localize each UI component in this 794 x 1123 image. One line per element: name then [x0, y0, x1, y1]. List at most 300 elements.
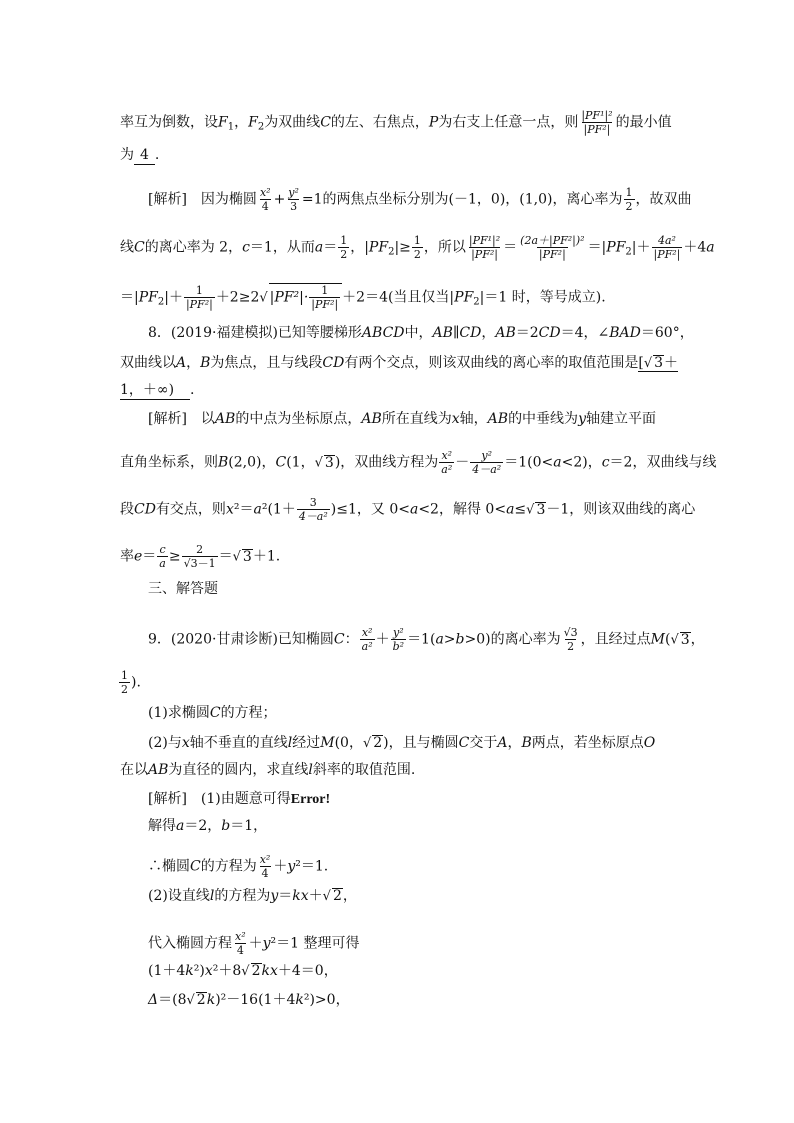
text-line-23	[148, 930, 360, 957]
denominator: 4－a²	[472, 463, 502, 476]
text: 代入椭圆方程	[148, 935, 232, 952]
text: C	[320, 114, 331, 131]
text: AB	[487, 411, 509, 427]
numerator: x²	[259, 186, 271, 199]
text: 1	[227, 121, 235, 133]
text: 段	[120, 501, 134, 518]
denominator: a²	[361, 640, 373, 653]
text: AB	[361, 411, 382, 427]
text: PF	[606, 239, 626, 256]
numerator: x²	[235, 930, 246, 943]
text: ＝1(	[407, 631, 436, 648]
text: 率	[120, 548, 134, 565]
text: 为双曲线	[264, 114, 321, 131]
text: 2	[157, 296, 165, 308]
text: 有交点，则	[155, 501, 226, 518]
text: kx	[261, 963, 278, 979]
text: ＝60°，	[640, 325, 694, 341]
text: 2	[473, 296, 480, 308]
text: x	[225, 501, 234, 518]
text: e	[134, 548, 143, 565]
text-line-6	[148, 326, 694, 340]
text: ＋	[375, 631, 390, 648]
text: k	[295, 992, 304, 1008]
text: AB	[148, 762, 169, 778]
text: PF	[138, 289, 158, 306]
text: ²)	[193, 963, 205, 979]
text: ＝|	[120, 289, 139, 306]
text-line-24	[148, 963, 338, 978]
text: CD	[134, 501, 156, 518]
text: B	[200, 355, 211, 371]
text-line-4	[120, 234, 715, 261]
text: ，	[481, 325, 496, 341]
text: x	[451, 411, 460, 427]
text: 轴，	[459, 411, 488, 427]
text: b	[455, 631, 465, 648]
denominator: b²	[392, 640, 405, 653]
text-line-10	[120, 449, 716, 476]
text: CD	[459, 325, 482, 341]
numerator: 4a²	[657, 234, 676, 247]
text: 率互为倒数，设	[120, 114, 218, 131]
text: y	[270, 888, 279, 904]
text: ²(1＋	[261, 501, 296, 518]
text: F	[248, 114, 258, 131]
text: |＋	[631, 239, 651, 256]
text: C	[209, 705, 221, 721]
denominator: a	[159, 557, 166, 570]
text: (2)与	[148, 735, 182, 751]
text-line-5	[120, 283, 606, 311]
text: c	[242, 239, 250, 256]
text: [解析] 因为椭圆	[148, 191, 257, 208]
fraction	[182, 543, 218, 570]
text: ＋	[273, 858, 288, 875]
text: CD	[322, 355, 345, 371]
radical-sign: √	[322, 889, 331, 904]
text: 的中点为坐标原点，	[235, 411, 362, 427]
answer-blank: 1，＋∞)	[120, 382, 190, 400]
text: BAD	[609, 325, 641, 341]
text: [解析] (1)由题意可得	[148, 791, 291, 807]
error-text: Error!	[290, 792, 331, 807]
denominator: 4	[236, 944, 244, 957]
fraction	[391, 626, 406, 653]
text: ，所以	[423, 239, 466, 256]
text: ＝1，	[230, 818, 268, 834]
text-line-15	[118, 669, 141, 696]
radicand: 3	[536, 501, 546, 518]
numerator: 1	[195, 284, 203, 297]
text: ，	[342, 888, 357, 904]
text: )²－16(1＋4	[215, 992, 296, 1008]
fraction	[309, 284, 340, 311]
numerator: 3	[309, 496, 317, 509]
text: ∴椭圆	[148, 858, 190, 875]
text: 8．(2019·福建模拟)已知等腰梯形	[148, 325, 362, 341]
numerator: √3	[563, 626, 578, 639]
numerator: y²	[481, 449, 493, 462]
numerator: 1	[321, 284, 329, 297]
text: 的方程为	[200, 858, 257, 875]
text: 在以	[120, 762, 148, 778]
fraction	[579, 109, 614, 136]
text: M	[320, 735, 335, 751]
radicand: 3	[654, 355, 664, 371]
text: |＋	[164, 289, 183, 306]
text: ＝2，	[184, 818, 222, 834]
text: Δ	[148, 992, 159, 1008]
numerator: x²	[361, 626, 373, 639]
denominator: 3	[290, 200, 298, 213]
fraction	[157, 543, 168, 570]
text: x	[181, 735, 190, 751]
text: C	[333, 631, 345, 648]
text: ²)>0，	[303, 992, 350, 1008]
numerator: y²	[288, 186, 299, 199]
denominator: 2	[625, 200, 633, 213]
text: k	[185, 963, 194, 979]
text-line-7	[120, 355, 678, 370]
denominator: 2	[121, 683, 128, 696]
denominator: 2	[340, 248, 348, 261]
text: ＝	[278, 888, 293, 904]
radicand: 2	[373, 735, 383, 751]
numerator: x²	[441, 449, 453, 462]
text: ²＝1 整理可得	[270, 935, 360, 952]
text: |＝1 时，等号成立).	[479, 289, 606, 306]
text: )≤1，又 0<	[330, 501, 410, 518]
text: (1＋4	[148, 963, 186, 979]
denominator: a²	[441, 463, 453, 476]
text: 2	[625, 246, 632, 258]
text: a	[506, 501, 515, 518]
text: 斜率的取值范围.	[312, 762, 416, 778]
radicand	[269, 283, 343, 311]
text: ：	[344, 631, 359, 648]
text: ＝	[323, 239, 338, 256]
text-line-2	[120, 148, 159, 162]
text: (2,0)，	[228, 454, 276, 471]
denominator: |PF²|	[471, 248, 498, 261]
radical-sign: √	[241, 964, 250, 979]
fraction	[470, 449, 503, 476]
text: ∥	[452, 325, 460, 341]
text-line-21	[148, 853, 328, 880]
text: ＋	[308, 888, 323, 904]
text: a	[314, 239, 324, 256]
denominator: |PF²|	[311, 298, 339, 311]
text: ＋2＝4(当且仅当|	[342, 289, 455, 306]
answer-blank: 4	[134, 147, 155, 165]
text: P	[428, 114, 439, 131]
text: 两点，若坐标原点	[531, 735, 644, 751]
radical-sign: √	[259, 290, 268, 306]
radical-sign: √	[526, 502, 535, 518]
text-line-8	[120, 383, 194, 397]
denominator: |PF²|	[653, 248, 681, 261]
text: 直角坐标系，则	[120, 454, 218, 471]
text: 双曲线以	[120, 355, 176, 371]
text: l	[209, 888, 215, 904]
text: ＋2≥2	[215, 289, 260, 306]
text-line-22	[148, 888, 357, 903]
text: A	[176, 355, 187, 371]
denominator: 4	[261, 200, 269, 213]
text: >0)的离心率为	[464, 631, 561, 648]
text: ABCD	[361, 325, 405, 341]
text: 为	[120, 147, 134, 163]
text: b	[221, 818, 231, 834]
text: PF	[454, 289, 474, 306]
text: C	[190, 858, 201, 875]
radical-sign: √	[232, 549, 241, 565]
fraction	[184, 284, 215, 311]
text: 的方程为	[214, 888, 271, 904]
text: ²＋8	[212, 963, 242, 979]
numerator: |PF¹|²	[581, 109, 613, 122]
text-line-20	[148, 819, 267, 833]
numerator: 2	[196, 543, 204, 556]
text: ²＝	[233, 501, 254, 518]
denominator: |PF²|	[538, 248, 566, 261]
radicand: 3	[680, 631, 690, 648]
text: ＝(8	[158, 992, 187, 1008]
denominator: 2	[567, 640, 575, 653]
text: )，且与椭圆	[383, 735, 459, 751]
text: <2，解得 0<	[418, 501, 507, 518]
fraction	[258, 853, 273, 880]
text: a	[409, 501, 419, 518]
text-line-9	[148, 412, 656, 426]
numerator: y²	[393, 626, 404, 639]
denominator: 2	[413, 248, 421, 261]
text: 轴建立平面	[585, 411, 656, 427]
radicand: 2	[196, 992, 206, 1008]
text: 的离心率为 2，	[144, 239, 243, 256]
text-line-12	[120, 543, 280, 570]
denominator: √3－1	[183, 557, 216, 570]
radicand: 3	[242, 548, 252, 565]
text: B	[521, 735, 532, 751]
text: (	[664, 631, 671, 648]
text: ＋	[664, 355, 679, 371]
numerator: 1	[121, 669, 128, 682]
text: 为右支上任意一点，则	[438, 114, 579, 131]
fraction	[338, 234, 349, 261]
text: a	[553, 454, 562, 471]
text: ＝1(0<	[504, 454, 554, 471]
radicand: 3	[324, 454, 334, 471]
text: y	[262, 935, 271, 952]
text: l	[287, 735, 293, 751]
numerator: |PF¹|²	[468, 234, 501, 247]
radical-sign: √	[362, 736, 372, 751]
text: )，双曲线方程为	[334, 454, 439, 471]
fraction	[439, 449, 454, 476]
text-line-1	[120, 109, 672, 136]
text: y	[287, 858, 296, 875]
text: 的最小值	[615, 114, 672, 131]
text: |≥	[394, 239, 411, 256]
text: (2)设直线	[148, 888, 210, 904]
text: AB	[432, 325, 453, 341]
text: ＋1.	[252, 548, 281, 565]
fraction	[412, 234, 423, 261]
text: C	[275, 454, 287, 471]
fraction	[562, 626, 580, 653]
fraction	[518, 234, 586, 261]
text: 轴不垂直的直线	[189, 735, 288, 751]
text: ＋4	[683, 239, 707, 256]
text: ，	[690, 631, 705, 648]
radical-sign: √	[643, 356, 653, 371]
denominator: 4－a²	[298, 510, 328, 523]
radical-sign: √	[186, 993, 195, 1008]
text: B	[218, 454, 229, 471]
text: 2	[388, 246, 395, 258]
text: ，且经过点	[580, 631, 651, 648]
text: ＝	[218, 548, 233, 565]
denominator: |PF²|	[583, 123, 611, 136]
answer-blank	[638, 355, 678, 372]
text: a	[253, 501, 262, 518]
numerator: c	[159, 543, 166, 556]
text: =1的两焦点坐标分别为(－1，0)，(1,0)，离心率为	[301, 191, 623, 208]
text: (1)求椭圆	[148, 705, 210, 721]
text: －	[455, 454, 470, 471]
text: l	[308, 762, 313, 778]
radicand: 2	[332, 888, 342, 904]
text-line-3	[148, 186, 692, 213]
text: 9．(2020·甘肃诊断)已知椭圆	[148, 631, 334, 648]
text: ).	[131, 674, 141, 691]
text: a	[706, 239, 715, 256]
text: CD	[538, 325, 561, 341]
text: 有两个交点，则该双曲线的离心率的取值范围是	[344, 355, 639, 371]
radical-sign: √	[314, 455, 323, 471]
numerator: 1	[413, 234, 421, 247]
text: ＝4，∠	[560, 325, 610, 341]
text: F	[218, 114, 228, 131]
text: a	[435, 631, 444, 648]
text: 经过	[292, 735, 321, 751]
text: kx	[292, 888, 309, 904]
text: M	[650, 631, 665, 648]
text: y	[578, 411, 586, 427]
text: ＝2，双曲线与线	[609, 454, 717, 471]
text: －1，则该双曲线的离心	[546, 501, 696, 518]
text: ，	[234, 114, 249, 131]
text: ＝	[142, 548, 157, 565]
text: 三、解答题	[148, 581, 218, 597]
text: AB	[495, 325, 516, 341]
text-line-18	[120, 763, 415, 777]
text: ，故双曲	[635, 191, 692, 208]
text: +	[273, 191, 286, 208]
text: x	[204, 963, 213, 979]
section-heading	[148, 582, 218, 596]
text-line-19	[148, 792, 330, 807]
text: ＝	[503, 239, 518, 256]
text: 线	[120, 239, 134, 256]
text: a	[176, 818, 185, 834]
text: ＋4＝0，	[277, 963, 338, 979]
text: 的方程；	[220, 705, 277, 721]
text: ²＝1.	[295, 858, 329, 875]
text: ，	[186, 355, 201, 371]
denominator: |PF²|	[185, 298, 213, 311]
text: A	[497, 735, 508, 751]
text: 的中垂线为	[508, 411, 579, 427]
fraction	[286, 186, 301, 213]
text: ＝2	[515, 325, 539, 341]
fraction	[258, 186, 273, 213]
fraction	[624, 186, 635, 213]
fraction	[297, 496, 330, 523]
numerator: 1	[625, 186, 633, 199]
text-line-14	[148, 626, 705, 653]
text: (0，	[334, 735, 363, 751]
text-line-17	[148, 735, 655, 750]
text: (1，	[286, 454, 315, 471]
text: ≤	[514, 501, 527, 518]
text: ＝|	[587, 239, 607, 256]
text: ＋	[248, 935, 263, 952]
text: .	[154, 147, 160, 163]
text: O	[643, 735, 656, 751]
text: 交于	[469, 735, 498, 751]
denominator: 4	[261, 867, 269, 880]
text: [解析] 以	[148, 411, 215, 427]
fraction	[467, 234, 502, 261]
text: ，	[507, 735, 522, 751]
text: 为直径的圆内，求直线	[168, 762, 309, 778]
text-line-16	[148, 706, 277, 720]
fraction	[233, 930, 248, 957]
text-line-25	[148, 992, 350, 1007]
text: ＝1，从而	[249, 239, 315, 256]
text: 2	[257, 121, 265, 133]
numerator: 1	[340, 234, 348, 247]
numerator: x²	[259, 853, 271, 866]
text: [	[638, 355, 644, 371]
text: AB	[214, 411, 236, 427]
text: |PF²|·	[269, 289, 309, 306]
text-line-11	[120, 496, 695, 523]
text: 所在直线为	[381, 411, 452, 427]
radicand: 2	[251, 963, 261, 979]
radical-sign: √	[670, 632, 679, 648]
numerator: (2a＋|PF²|)²	[520, 234, 585, 247]
text: k	[206, 992, 216, 1008]
text: .	[190, 382, 195, 398]
text: c	[601, 454, 610, 471]
text: C	[458, 735, 470, 751]
text: ，|	[350, 239, 369, 256]
fraction	[360, 626, 375, 653]
text: 为焦点，且与线段	[210, 355, 323, 371]
text: <2)，	[561, 454, 602, 471]
text: ≥	[168, 548, 181, 565]
text: PF	[368, 239, 389, 256]
text: 解得	[148, 818, 176, 834]
text: >	[443, 631, 456, 648]
text: C	[134, 239, 145, 256]
fraction	[119, 669, 130, 696]
text: 的左、右焦点，	[330, 114, 429, 131]
